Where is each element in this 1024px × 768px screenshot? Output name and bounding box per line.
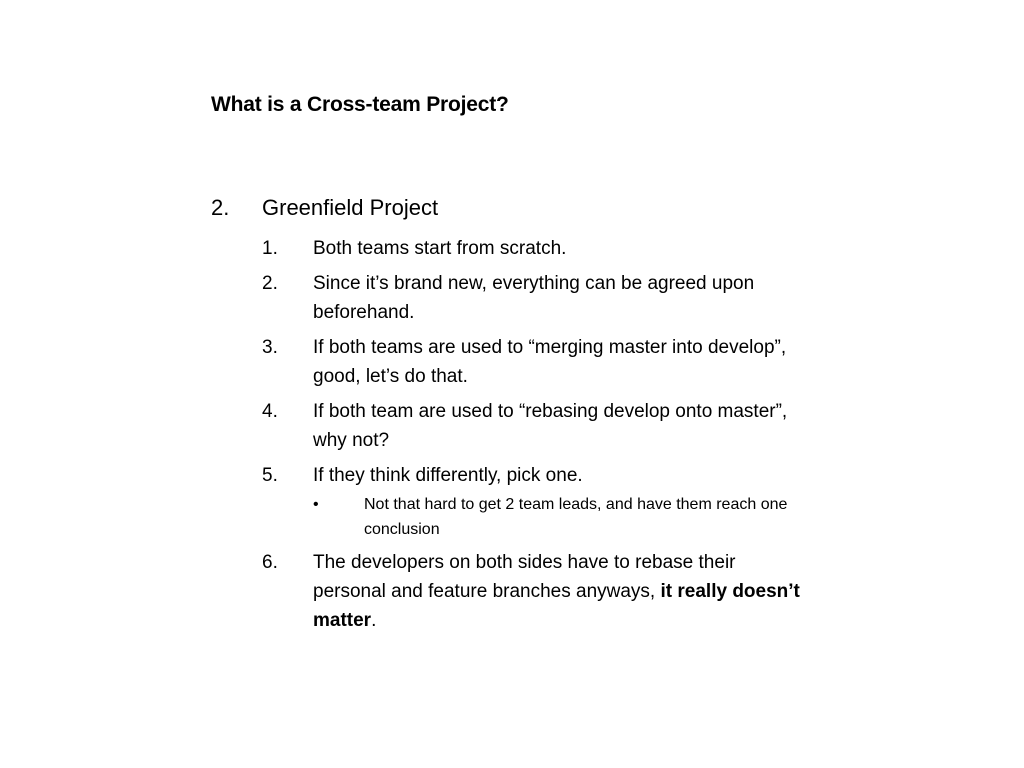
section-number: 2.	[211, 195, 230, 220]
section-text: Greenfield Project	[262, 195, 439, 220]
item-number: 3.	[262, 337, 278, 358]
sub-bullet	[313, 492, 822, 542]
list-item	[262, 269, 822, 327]
item-text-block	[313, 548, 813, 635]
list-item	[262, 548, 822, 635]
numbered-list	[262, 234, 822, 641]
item-text: Since it’s brand new, everything can be agreed upon beforehand.	[313, 273, 755, 323]
list-item	[262, 234, 822, 263]
item-text: Both teams start from scratch.	[313, 238, 567, 259]
list-item	[262, 461, 822, 542]
item-number: 5.	[262, 465, 278, 486]
item-end: .	[371, 610, 377, 631]
sub-bullet-text: Not that hard to get 2 team leads, and have them reach one conclusion	[364, 496, 788, 538]
item-number: 6.	[262, 552, 278, 573]
list-item	[262, 333, 822, 391]
item-number: 1.	[262, 238, 278, 259]
item-number: 2.	[262, 273, 278, 294]
item-text: If they think differently, pick one.	[313, 465, 583, 486]
slide-title: What is a Cross-team Project?	[211, 93, 509, 116]
item-number: 4.	[262, 401, 278, 422]
item-emphasis: it really doesn’t matter	[313, 581, 800, 631]
item-text: The developers on both sides have to rebase their personal and feature branches anyways,	[313, 552, 736, 602]
bullet-icon: •	[313, 496, 319, 513]
item-text: If both team are used to “rebasing develop onto master”, why not?	[313, 401, 788, 451]
item-text: If both teams are used to “merging master into develop”, good, let’s do that.	[313, 337, 787, 387]
list-item	[262, 397, 822, 455]
